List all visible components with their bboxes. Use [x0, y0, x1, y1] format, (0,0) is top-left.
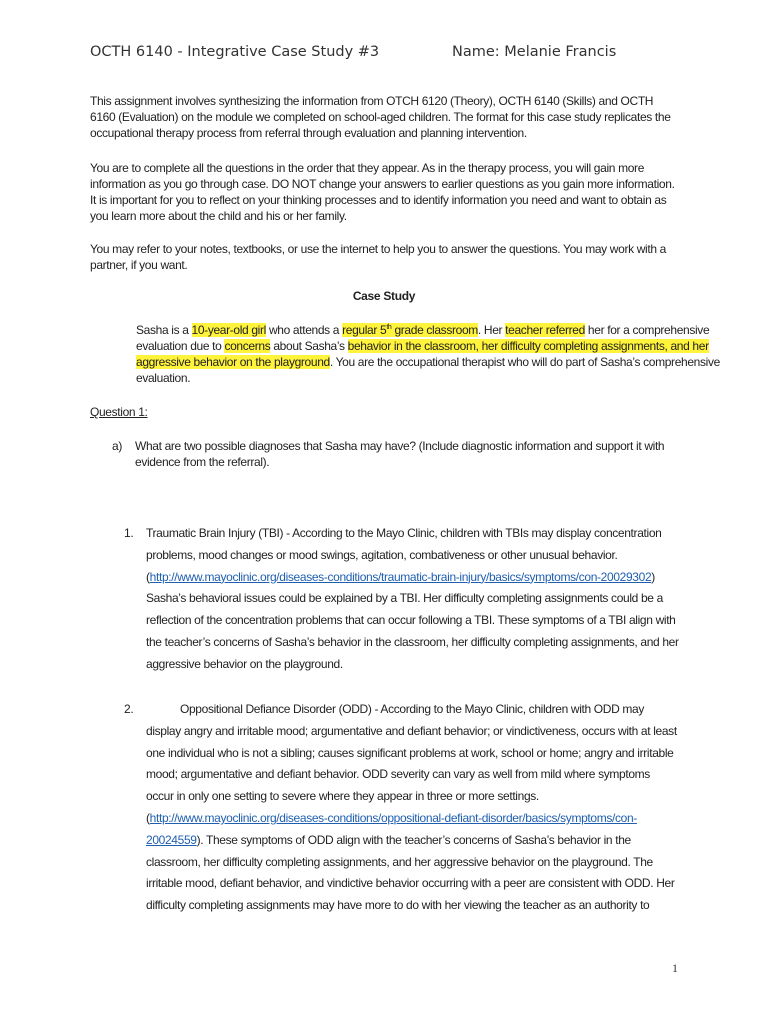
- question-1a-label: a): [112, 439, 122, 453]
- case-study-heading: Case Study: [352, 289, 416, 303]
- answer-text: [124, 523, 680, 676]
- answer-item-1: [124, 523, 680, 676]
- case-text: her for a comprehensive evaluation due to: [136, 323, 710, 353]
- highlight-grade: [342, 323, 478, 337]
- case-text: who attends a: [265, 323, 343, 337]
- highlight-behavior: behavior in the classroom, her difficulty completing assignments, and her aggressive behavior on the playground: [136, 339, 709, 369]
- answer-text-part: Oppositional Defiance Disorder (ODD) - According to the Mayo Clinic, children with ODD may display angry and irritable mood; argumentative and defiant behavior; or vindictiveness, occurs with at least one individual who is not a sibling; causes significant problems at work, school or home; angry and irritable mood; argumentative and defiant behavior. ODD severity can vary as well from mild where symptoms occur in only one setting to severe where they appear in three or more settings. (: [146, 702, 677, 825]
- case-study-paragraph: [90, 322, 724, 386]
- mayo-clinic-tbi-link[interactable]: http://www.mayoclinic.org/diseases-conditions/traumatic-brain-injury/basics/symptoms/con-20029302: [149, 569, 652, 584]
- answer-number: 1.: [124, 526, 134, 540]
- page-number: 1: [672, 961, 678, 975]
- answer-number: 2.: [124, 702, 134, 716]
- intro-paragraph-2: You are to complete all the questions in the order that they appear. As in the therapy process, you will gain more information as you go through case. DO NOT change your answers to earlier questions as you gain more information. It is important for you to reflect on your thinking processes and to identify information you need and want to obtain as you learn more about the child and his or her family.: [90, 161, 675, 223]
- highlight-referral: teacher referred: [505, 323, 585, 337]
- answer-item-2: [124, 699, 680, 917]
- question-1-title: Question 1:: [90, 405, 148, 419]
- highlight-age: 10-year-old girl: [191, 323, 266, 337]
- answer-text-part: ). These symptoms of ODD align with the teacher’s concerns of Sasha’s behavior in the classroom, her difficulty completing assignments, and her aggressive behavior on the playground. The irritable mood, defiant behavior, and vindictive behavior occurring with a peer are consistent with ODD. Her difficulty completing assignments may have more to do with her viewing the teacher as an authority to: [146, 832, 675, 913]
- answer-text: [124, 699, 680, 917]
- answer-text-part: ) Sasha’s behavioral issues could be explained by a TBI. Her difficulty completing assignments could be a reflection of the concentration problems that can occur following a TBI. These symptoms of a TBI align with the teacher’s concerns of Sasha’s behavior in the classroom, her difficulty completing assignments, and her aggressive behavior on the playground.: [146, 569, 679, 671]
- grade-superscript: th: [386, 324, 392, 331]
- intro-paragraph-1: This assignment involves synthesizing the information from OTCH 6120 (Theory), OCTH 6140 (Skills) and OCTH 6160 (Evaluation) on the module we completed on school-aged children. The format for this case study replicates the occupational therapy process from referral through evaluation and planning intervention.: [90, 94, 671, 140]
- case-text: . You are the occupational therapist who will do part of Sasha’s comprehensive evaluation.: [136, 355, 720, 385]
- grade-text: grade classroom: [391, 323, 478, 337]
- course-title: OCTH 6140 - Integrative Case Study #3: [90, 44, 380, 60]
- answer-text-part: Traumatic Brain Injury (TBI) - According to the Mayo Clinic, children with TBIs may display concentration problems, mood changes or mood swings, agitation, combativeness or other unusual behavior. (: [146, 526, 662, 584]
- student-name: Name: Melanie Francis: [452, 44, 617, 60]
- intro-paragraph-3: You may refer to your notes, textbooks, or use the internet to help you to answer the questions. You may work with a partner, if you want.: [90, 242, 666, 272]
- case-text: about Sasha’s: [270, 339, 348, 353]
- case-text: Sasha is a: [136, 323, 192, 337]
- mayo-clinic-odd-link[interactable]: http://www.mayoclinic.org/diseases-conditions/oppositional-defiant-disorder/basics/symptoms/con-20024559: [146, 810, 637, 847]
- grade-text: regular 5: [342, 323, 387, 337]
- case-text: . Her: [477, 323, 506, 337]
- question-1a: [90, 438, 678, 470]
- highlight-concerns: concerns: [224, 339, 271, 353]
- question-1a-text: What are two possible diagnoses that Sasha may have? (Include diagnostic information and support it with evidence from the referral).: [135, 439, 665, 469]
